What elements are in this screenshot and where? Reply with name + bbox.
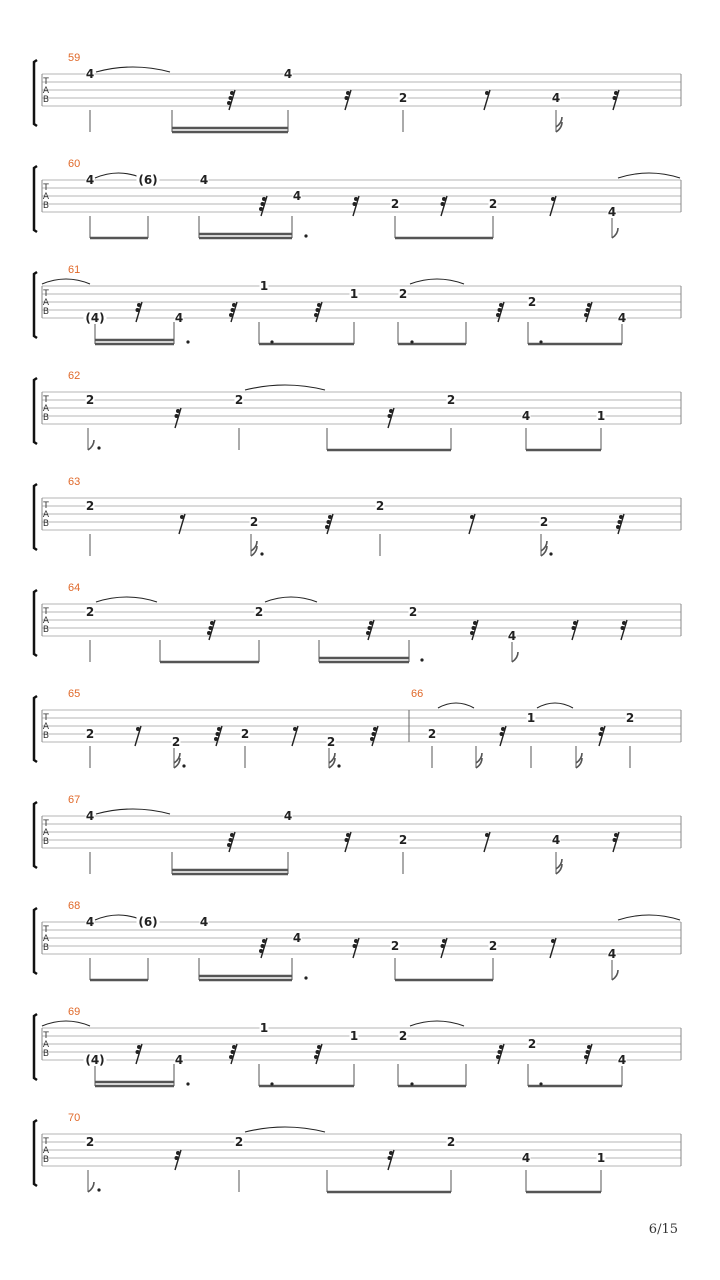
- fret-number: 4: [174, 311, 184, 325]
- fret-number: 2: [85, 393, 95, 407]
- fret-number: 1: [259, 1021, 269, 1035]
- tie: [618, 915, 680, 920]
- rest-flag: [584, 313, 588, 317]
- rest-flag: [572, 626, 576, 630]
- fret-number: 4: [85, 915, 95, 929]
- rest-flag: [501, 727, 505, 731]
- tie: [42, 279, 90, 284]
- dot: [539, 1082, 542, 1085]
- fret-number: 1: [596, 1151, 606, 1165]
- rest-flag: [472, 626, 476, 630]
- rest-flag: [209, 626, 213, 630]
- rest-flag: [389, 409, 393, 413]
- fret-number: 2: [171, 735, 181, 749]
- rest-flag: [346, 833, 350, 837]
- fret-number: 4: [292, 931, 302, 945]
- rest-flag: [328, 515, 332, 519]
- dot: [410, 1082, 413, 1085]
- rest-flag: [498, 1050, 502, 1054]
- tab-clef-letter: B: [42, 95, 50, 105]
- note-flag: [612, 228, 618, 238]
- measure-number: 65: [68, 688, 81, 700]
- tab-clef-letter: B: [42, 1049, 50, 1059]
- fret-number: 4: [607, 947, 617, 961]
- rest-flag: [136, 308, 140, 312]
- rest-flag: [586, 1050, 590, 1054]
- system-bracket: [34, 802, 37, 868]
- fret-number: 2: [390, 197, 400, 211]
- tab-clef-letter: B: [42, 307, 50, 317]
- fret-number: 2: [249, 515, 259, 529]
- rest-flag: [231, 1050, 235, 1054]
- rest-flag: [137, 303, 141, 307]
- rest-flag: [485, 833, 489, 837]
- measure-number: 70: [68, 1112, 81, 1124]
- fret-number: 2: [488, 197, 498, 211]
- rest-flag: [586, 308, 590, 312]
- rest-flag: [232, 1045, 236, 1049]
- rest-flag: [232, 303, 236, 307]
- tab-clef-letter: B: [42, 731, 50, 741]
- measure-number: 63: [68, 476, 81, 488]
- fret-number: 1: [596, 409, 606, 423]
- rest-flag: [175, 1156, 179, 1160]
- rest-flag: [231, 308, 235, 312]
- rest-flag: [354, 197, 358, 201]
- rest-flag: [207, 631, 211, 635]
- fret-number: 2: [398, 1029, 408, 1043]
- rest-flag: [551, 197, 555, 201]
- rest-flag: [441, 202, 445, 206]
- staff-system: [34, 1112, 681, 1192]
- tab-clef-letter: B: [42, 625, 50, 635]
- fret-number: 2: [85, 727, 95, 741]
- note-flag: [88, 1182, 94, 1192]
- fret-number: 1: [349, 1029, 359, 1043]
- fret-number: 2: [240, 727, 250, 741]
- tie: [537, 703, 573, 708]
- rest-flag: [442, 939, 446, 943]
- fret-number: 1: [526, 711, 536, 725]
- fret-number: 2: [527, 1037, 537, 1051]
- fret-number: 4: [174, 1053, 184, 1067]
- tie: [96, 809, 170, 814]
- dot: [337, 764, 340, 767]
- page-number: 6/15: [648, 1222, 678, 1237]
- dot: [539, 340, 542, 343]
- dot: [304, 234, 307, 237]
- tie: [95, 173, 142, 178]
- note-flag: [612, 970, 618, 980]
- tab-clef-letter: B: [42, 837, 50, 847]
- fret-number: 2: [234, 393, 244, 407]
- tie: [410, 279, 464, 284]
- fret-number: 2: [85, 1135, 95, 1149]
- tab-clef-letter: A: [42, 828, 50, 838]
- tie: [95, 915, 142, 920]
- rest-flag: [176, 409, 180, 413]
- fret-number: 4: [199, 915, 209, 929]
- fret-number: 2: [527, 295, 537, 309]
- rest-flag: [500, 732, 504, 736]
- staff-system: [34, 52, 681, 132]
- fret-number: 4: [283, 67, 293, 81]
- staff-system: [34, 582, 681, 662]
- fret-number: 4: [607, 205, 617, 219]
- dot: [410, 340, 413, 343]
- fret-number: 4: [85, 173, 95, 187]
- rest-flag: [261, 944, 265, 948]
- rest-flag: [259, 207, 263, 211]
- system-bracket: [34, 1014, 37, 1080]
- system-bracket: [34, 272, 37, 338]
- rest-flag: [217, 727, 221, 731]
- rest-flag: [214, 737, 218, 741]
- system-bracket: [34, 60, 37, 126]
- fret-number: 2: [408, 605, 418, 619]
- tab-clef-letter: T: [43, 501, 49, 511]
- measure-number: 68: [68, 900, 81, 912]
- rest-flag: [499, 303, 503, 307]
- measure-number: 67: [68, 794, 81, 806]
- tab-clef-letter: A: [42, 86, 50, 96]
- staff-system: [34, 370, 681, 450]
- dot: [270, 1082, 273, 1085]
- fret-number: (6): [138, 173, 158, 187]
- rest-flag: [227, 843, 231, 847]
- tab-clef-letter: T: [43, 183, 49, 193]
- system-bracket: [34, 484, 37, 550]
- rest-flag: [366, 631, 370, 635]
- rest-flag: [180, 515, 184, 519]
- fret-number: 2: [398, 287, 408, 301]
- tab-clef-letter: A: [42, 1146, 50, 1156]
- tab-clef-letter: A: [42, 404, 50, 414]
- rest-flag: [262, 939, 266, 943]
- tab-clef-letter: A: [42, 1040, 50, 1050]
- fret-number: 2: [427, 727, 437, 741]
- tab-clef-letter: B: [42, 201, 50, 211]
- fret-number: 4: [551, 833, 561, 847]
- fret-number: 2: [539, 515, 549, 529]
- rest-flag: [227, 101, 231, 105]
- rest-flag: [485, 91, 489, 95]
- rest-flag: [621, 626, 625, 630]
- rest-flag: [618, 520, 622, 524]
- tab-clef-letter: A: [42, 934, 50, 944]
- rest-flag: [230, 91, 234, 95]
- rest-flag: [346, 91, 350, 95]
- fret-number: 4: [617, 311, 627, 325]
- rest-flag: [473, 621, 477, 625]
- measure-number: 62: [68, 370, 81, 382]
- rest-flag: [317, 303, 321, 307]
- tab-clef-letter: T: [43, 1137, 49, 1147]
- rest-flag: [470, 515, 474, 519]
- rest-flag: [259, 949, 263, 953]
- fret-number: 4: [551, 91, 561, 105]
- rest-flag: [353, 944, 357, 948]
- fret-number: 2: [375, 499, 385, 513]
- staff-system: [34, 900, 681, 980]
- rest-flag: [229, 96, 233, 100]
- dot: [186, 1082, 189, 1085]
- rest-flag: [622, 621, 626, 625]
- rest-flag: [345, 838, 349, 842]
- dot: [304, 976, 307, 979]
- rest-flag: [389, 1151, 393, 1155]
- tab-clef-letter: T: [43, 395, 49, 405]
- fret-number: 2: [390, 939, 400, 953]
- rest-flag: [316, 1050, 320, 1054]
- measure-number: 60: [68, 158, 81, 170]
- rest-flag: [496, 1055, 500, 1059]
- fret-number: 4: [85, 809, 95, 823]
- fret-number: 2: [625, 711, 635, 725]
- tab-clef-letter: T: [43, 713, 49, 723]
- rest-flag: [613, 96, 617, 100]
- rest-flag: [373, 727, 377, 731]
- measure-number: 59: [68, 52, 81, 64]
- tab-clef-letter: A: [42, 722, 50, 732]
- tab-clef-letter: B: [42, 1155, 50, 1165]
- tab-clef-letter: A: [42, 298, 50, 308]
- rest-flag: [327, 520, 331, 524]
- tie: [245, 385, 325, 390]
- rest-flag: [136, 1050, 140, 1054]
- rest-flag: [229, 313, 233, 317]
- rest-flag: [317, 1045, 321, 1049]
- measure-number: 61: [68, 264, 81, 276]
- rest-flag: [216, 732, 220, 736]
- tab-clef-letter: B: [42, 413, 50, 423]
- fret-number: 2: [398, 833, 408, 847]
- system-bracket: [34, 378, 37, 444]
- fret-number: 4: [507, 629, 517, 643]
- dot: [270, 340, 273, 343]
- staff-system: [34, 158, 681, 238]
- tab-clef-letter: T: [43, 925, 49, 935]
- staff-system: [34, 1006, 681, 1086]
- measure-number: 66: [411, 688, 424, 700]
- staff-system: [34, 688, 681, 768]
- rest-flag: [137, 1045, 141, 1049]
- tie: [245, 1127, 325, 1132]
- tab-clef-letter: T: [43, 77, 49, 87]
- rest-flag: [136, 727, 140, 731]
- rest-flag: [370, 737, 374, 741]
- system-bracket: [34, 696, 37, 762]
- tab-clef-letter: A: [42, 510, 50, 520]
- fret-number: 4: [292, 189, 302, 203]
- rest-flag: [353, 202, 357, 206]
- rest-flag: [614, 833, 618, 837]
- fret-number: 2: [446, 393, 456, 407]
- system-bracket: [34, 166, 37, 232]
- fret-number: 2: [85, 605, 95, 619]
- rest-flag: [551, 939, 555, 943]
- rest-flag: [619, 515, 623, 519]
- dot: [420, 658, 423, 661]
- system-bracket: [34, 1120, 37, 1186]
- rest-flag: [262, 197, 266, 201]
- dot: [549, 552, 552, 555]
- fret-number: 2: [398, 91, 408, 105]
- dot: [260, 552, 263, 555]
- rest-flag: [261, 202, 265, 206]
- rest-flag: [345, 96, 349, 100]
- rest-flag: [176, 1151, 180, 1155]
- note-flag: [88, 440, 94, 450]
- rest-flag: [573, 621, 577, 625]
- tie: [96, 597, 157, 602]
- tie: [618, 173, 680, 178]
- rest-flag: [314, 313, 318, 317]
- tab-clef-letter: T: [43, 607, 49, 617]
- tab-clef-letter: T: [43, 1031, 49, 1041]
- note-flag: [512, 652, 518, 662]
- system-bracket: [34, 590, 37, 656]
- fret-number: 1: [259, 279, 269, 293]
- tab-clef-letter: A: [42, 616, 50, 626]
- fret-number: 4: [199, 173, 209, 187]
- staff-system: [34, 476, 681, 556]
- measure-number: 64: [68, 582, 81, 594]
- rest-flag: [325, 525, 329, 529]
- rest-flag: [314, 1055, 318, 1059]
- measure-number: 69: [68, 1006, 81, 1018]
- rest-flag: [616, 525, 620, 529]
- tie: [96, 67, 170, 72]
- fret-number: 2: [234, 1135, 244, 1149]
- rest-flag: [613, 838, 617, 842]
- rest-flag: [372, 732, 376, 736]
- tab-clef-letter: T: [43, 289, 49, 299]
- fret-number: 2: [446, 1135, 456, 1149]
- dot: [97, 446, 100, 449]
- rest-flag: [584, 1055, 588, 1059]
- rest-flag: [368, 626, 372, 630]
- system-bracket: [34, 908, 37, 974]
- rest-flag: [229, 838, 233, 842]
- rest-flag: [210, 621, 214, 625]
- fret-number: 4: [617, 1053, 627, 1067]
- tie: [265, 597, 317, 602]
- staff-system: [34, 264, 681, 344]
- rest-flag: [229, 1055, 233, 1059]
- fret-number: 2: [85, 499, 95, 513]
- fret-number: 4: [85, 67, 95, 81]
- fret-number: 4: [521, 409, 531, 423]
- fret-number: (4): [85, 311, 105, 325]
- dot: [97, 1188, 100, 1191]
- dot: [182, 764, 185, 767]
- rest-flag: [316, 308, 320, 312]
- rest-flag: [496, 313, 500, 317]
- rest-flag: [354, 939, 358, 943]
- rest-flag: [599, 732, 603, 736]
- rest-flag: [230, 833, 234, 837]
- fret-number: 2: [488, 939, 498, 953]
- fret-number: (6): [138, 915, 158, 929]
- tie: [42, 1021, 90, 1026]
- staff-system: [34, 794, 681, 874]
- rest-flag: [498, 308, 502, 312]
- rest-flag: [388, 1156, 392, 1160]
- rest-flag: [587, 303, 591, 307]
- fret-number: 1: [349, 287, 359, 301]
- fret-number: (4): [85, 1053, 105, 1067]
- tab-clef-letter: B: [42, 519, 50, 529]
- rest-flag: [369, 621, 373, 625]
- tie: [438, 703, 474, 708]
- tie: [410, 1021, 464, 1026]
- rest-flag: [470, 631, 474, 635]
- fret-number: 2: [254, 605, 264, 619]
- fret-number: 4: [521, 1151, 531, 1165]
- rest-flag: [587, 1045, 591, 1049]
- fret-number: 2: [326, 735, 336, 749]
- rest-flag: [293, 727, 297, 731]
- tab-clef-letter: B: [42, 943, 50, 953]
- rest-flag: [388, 414, 392, 418]
- rest-flag: [442, 197, 446, 201]
- fret-number: 4: [283, 809, 293, 823]
- rest-flag: [499, 1045, 503, 1049]
- rest-flag: [600, 727, 604, 731]
- tab-clef-letter: T: [43, 819, 49, 829]
- rest-flag: [175, 414, 179, 418]
- dot: [186, 340, 189, 343]
- tab-clef-letter: A: [42, 192, 50, 202]
- rest-flag: [614, 91, 618, 95]
- rest-flag: [441, 944, 445, 948]
